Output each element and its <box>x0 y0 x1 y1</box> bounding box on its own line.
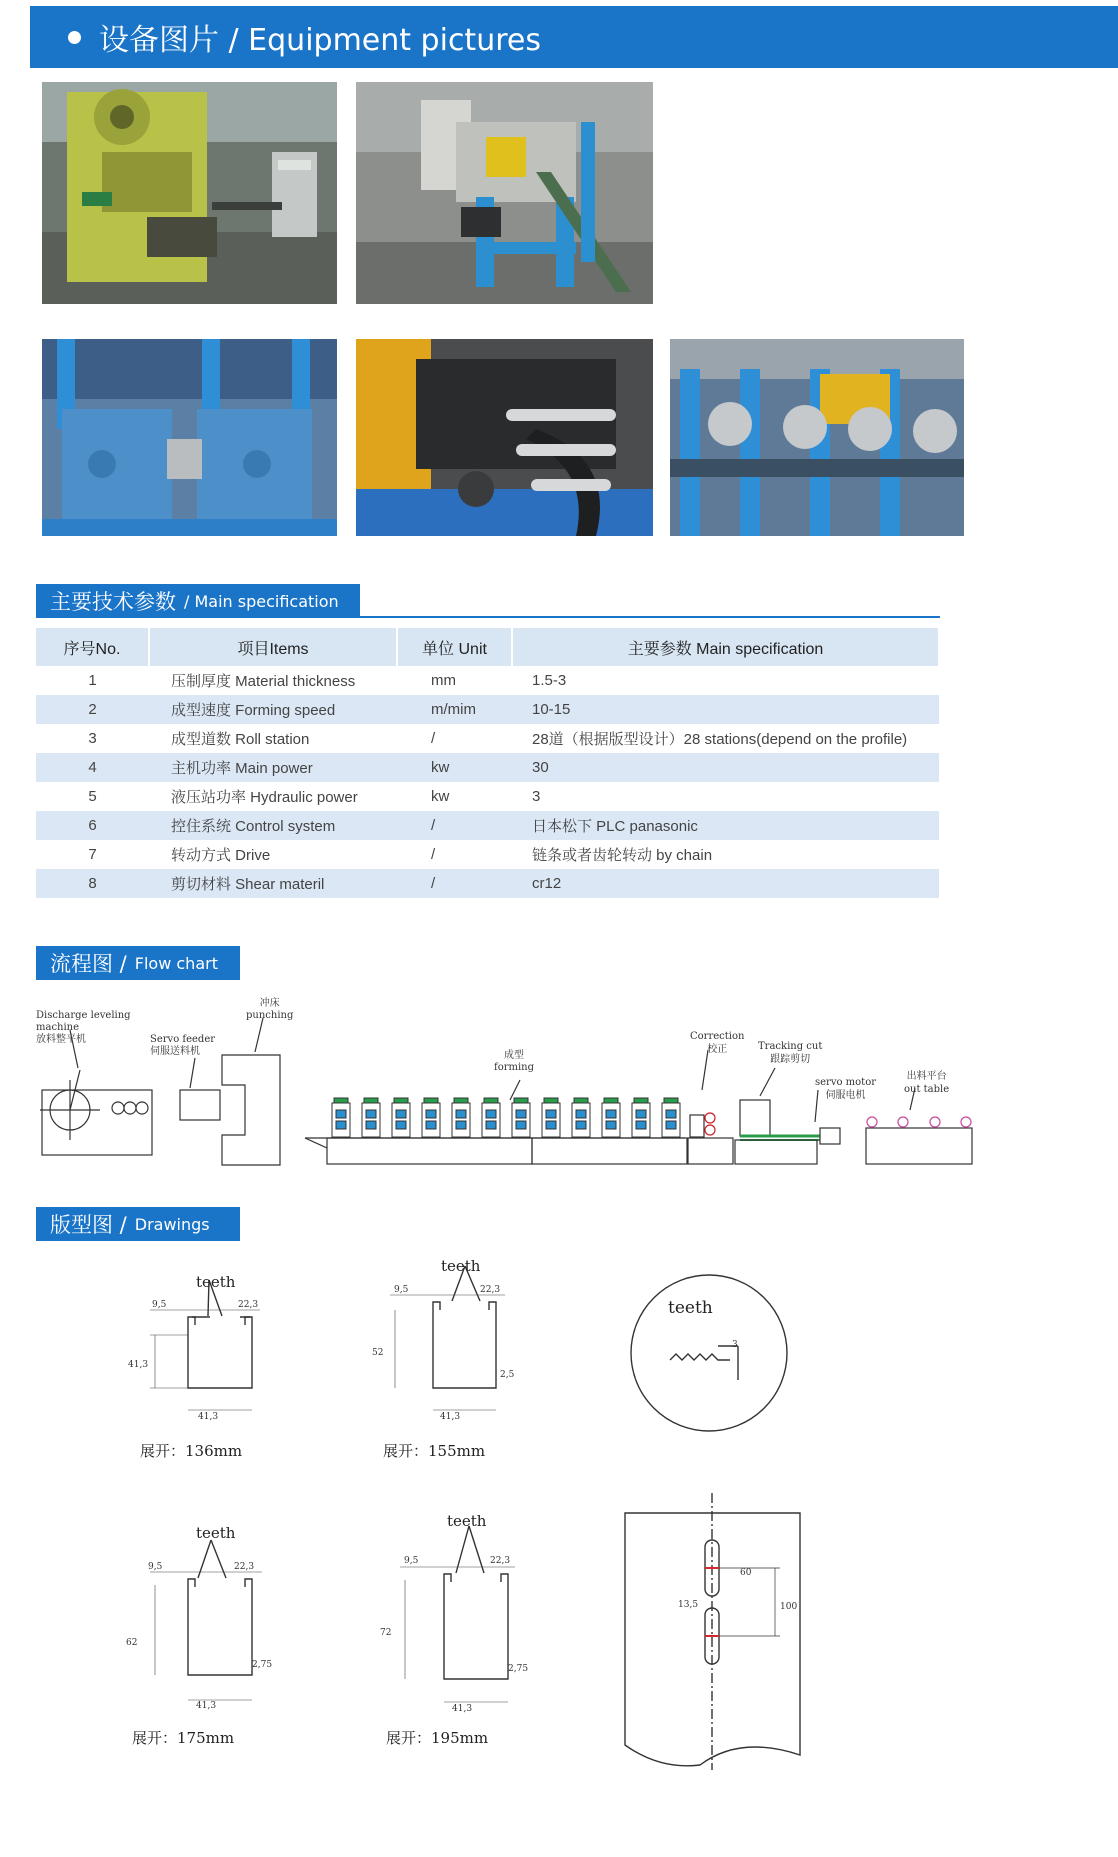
dim-22-3-c: 22,3 <box>234 1562 255 1572</box>
cell-value: cr12 <box>512 869 939 898</box>
spec-header-row <box>36 628 939 666</box>
servo-motor-label <box>815 1076 876 1102</box>
cell-no: 4 <box>36 753 149 782</box>
discharge-label <box>36 1010 131 1046</box>
cell-no: 5 <box>36 782 149 811</box>
forming-stations <box>332 1098 680 1137</box>
cell-no: 1 <box>36 666 149 695</box>
dim-41-3-w-d: 41,3 <box>452 1704 473 1714</box>
out-table-label <box>904 1070 949 1096</box>
cell-value: 日本松下 PLC panasonic <box>512 811 939 840</box>
out-table-en: out table <box>904 1084 950 1095</box>
servo-feeder-cn: 伺服送料机 <box>150 1046 200 1057</box>
servo-feeder-en: Servo feeder <box>150 1034 216 1045</box>
cell-value: 3 <box>512 782 939 811</box>
cell-unit: kw <box>397 782 512 811</box>
cell-value: 30 <box>512 753 939 782</box>
flow-section-en: Flow chart <box>134 953 218 973</box>
dim-9-5-a: 9,5 <box>152 1300 167 1310</box>
tracking-cut-label <box>758 1040 822 1066</box>
dim-22-3-a: 22,3 <box>238 1300 259 1310</box>
drawings-divider <box>36 1239 240 1241</box>
profile-155-outline <box>433 1302 496 1388</box>
dim-72-h: 72 <box>380 1628 392 1638</box>
discharge-en: Discharge leveling <box>36 1010 131 1021</box>
teeth-label-4: teeth <box>447 1512 487 1530</box>
forming-rollers-photo <box>670 339 964 536</box>
punch-shape <box>222 1055 280 1165</box>
cell-item: 剪切材料 Shear materil <box>149 869 397 898</box>
dim-60: 60 <box>740 1568 752 1578</box>
cell-item: 控住系统 Control system <box>149 811 397 840</box>
punch-cn: 冲床 <box>259 998 280 1009</box>
cell-value: 28道（根据版型设计）28 stations(depend on the profile) <box>512 724 939 753</box>
table-row <box>36 666 939 695</box>
teeth-profile <box>670 1354 730 1360</box>
cell-item: 成型道数 Roll station <box>149 724 397 753</box>
guide-roller-photo <box>356 339 653 536</box>
forming-en: forming <box>494 1062 535 1073</box>
col-items: 项目Items <box>149 628 397 666</box>
col-no: 序号No. <box>36 628 149 666</box>
cell-no: 6 <box>36 811 149 840</box>
out-table-shape <box>866 1128 972 1164</box>
table-row <box>36 753 939 782</box>
dim-2-75-a: 2,75 <box>252 1660 273 1670</box>
profile-136-outline <box>188 1317 252 1388</box>
drawings-tag <box>36 1207 240 1241</box>
dim-2-75-b: 2,75 <box>508 1664 529 1674</box>
teeth-label-3: teeth <box>196 1524 236 1542</box>
cell-unit: m/mim <box>397 695 512 724</box>
unfold-155: 展开：155mm <box>383 1442 486 1460</box>
cell-unit: mm <box>397 666 512 695</box>
discharge-machine-shape <box>42 1090 152 1155</box>
gearbox-photo <box>42 339 337 536</box>
banner-title: 设备图片 / Equipment pictures <box>99 23 541 58</box>
drawings-section-en: Drawings <box>134 1214 210 1234</box>
main-specification-tag <box>36 584 360 618</box>
tracking-cut-shape <box>740 1100 770 1136</box>
dim-2-5: 2,5 <box>500 1370 515 1380</box>
equipment-pictures-banner <box>30 6 1118 68</box>
cell-item: 成型速度 Forming speed <box>149 695 397 724</box>
discharge-cn: 放料整平机 <box>36 1034 86 1045</box>
dim-41-3-h: 41,3 <box>128 1360 149 1370</box>
unfold-175: 展开：175mm <box>132 1729 235 1747</box>
spec-section-en: / Main specification <box>184 591 339 611</box>
cell-unit: / <box>397 869 512 898</box>
dim-62-h: 62 <box>126 1638 138 1648</box>
teeth-label-1: teeth <box>196 1273 236 1291</box>
dim-22-3-b: 22,3 <box>480 1285 501 1295</box>
cell-item: 压制厚度 Material thickness <box>149 666 397 695</box>
dim-9-5-b: 9,5 <box>394 1285 409 1295</box>
forming-label <box>494 1050 534 1074</box>
spec-table <box>36 628 940 898</box>
flow-section-cn: 流程图 / <box>50 952 127 976</box>
cell-item: 液压站功率 Hydraulic power <box>149 782 397 811</box>
cell-unit: / <box>397 840 512 869</box>
cell-item: 转动方式 Drive <box>149 840 397 869</box>
profile-175-outline <box>188 1579 252 1675</box>
dim-22-3-d: 22,3 <box>490 1556 511 1566</box>
tracking-cn: 跟踪剪切 <box>770 1054 811 1065</box>
table-row <box>36 724 939 753</box>
cell-no: 3 <box>36 724 149 753</box>
servo-feeder-photo <box>356 82 653 304</box>
unfold-136: 展开：136mm <box>140 1442 243 1460</box>
teeth-label-2: teeth <box>441 1257 481 1275</box>
cell-unit: / <box>397 811 512 840</box>
col-main-spec: 主要参数 Main specification <box>512 628 939 666</box>
forming-cn: 成型 <box>504 1050 525 1061</box>
profile-drawings <box>0 1250 1118 1770</box>
bullet-icon <box>68 31 81 44</box>
punch-label <box>246 998 293 1022</box>
cell-no: 8 <box>36 869 149 898</box>
table-row <box>36 840 939 869</box>
cell-no: 7 <box>36 840 149 869</box>
cell-value: 10-15 <box>512 695 939 724</box>
profile-195-outline <box>444 1574 508 1679</box>
dim-41-3-w-b: 41,3 <box>440 1412 461 1422</box>
servo-motor-en: servo motor <box>815 1077 877 1088</box>
correction-shape <box>690 1115 704 1137</box>
cell-item: 主机功率 Main power <box>149 753 397 782</box>
col-unit: 单位 Unit <box>397 628 512 666</box>
dim-9-5-d: 9,5 <box>404 1556 419 1566</box>
discharge-en2: machine <box>36 1022 80 1033</box>
cell-value: 链条或者齿轮转动 by chain <box>512 840 939 869</box>
out-table-cn: 出料平台 <box>906 1071 947 1082</box>
table-row <box>36 695 939 724</box>
dim-3: 3 <box>732 1340 738 1350</box>
cell-unit: / <box>397 724 512 753</box>
correction-label <box>690 1030 744 1056</box>
spec-divider <box>36 616 940 618</box>
tracking-en: Tracking cut <box>758 1041 823 1052</box>
servo-feeder-label <box>150 1034 215 1058</box>
table-row <box>36 869 939 898</box>
dim-100: 100 <box>780 1602 798 1612</box>
cell-unit: kw <box>397 753 512 782</box>
teeth-label-circle: teeth <box>668 1298 713 1318</box>
servo-feeder-shape <box>180 1090 220 1120</box>
drawings-section-cn: 版型图 / <box>50 1213 127 1237</box>
table-row <box>36 811 939 840</box>
dim-41-3-w-c: 41,3 <box>196 1701 217 1711</box>
dim-9-5-c: 9,5 <box>148 1562 163 1572</box>
table-row <box>36 782 939 811</box>
punch-press-photo <box>42 82 337 304</box>
flow-chart-tag <box>36 946 240 980</box>
servo-motor-cn: 伺服电机 <box>825 1090 866 1101</box>
cell-value: 1.5-3 <box>512 666 939 695</box>
dim-52-h: 52 <box>372 1348 384 1358</box>
dim-13-5: 13,5 <box>678 1600 699 1610</box>
correction-cn: 校正 <box>707 1044 728 1055</box>
spec-section-cn: 主要技术参数 <box>50 590 176 614</box>
unfold-195: 展开：195mm <box>386 1729 489 1747</box>
flow-divider <box>36 978 240 980</box>
cell-no: 2 <box>36 695 149 724</box>
flow-chart-diagram <box>0 990 1118 1190</box>
dim-41-3-w-a: 41,3 <box>198 1412 219 1422</box>
punch-en: punching <box>246 1010 294 1021</box>
correction-en: Correction <box>690 1031 745 1042</box>
